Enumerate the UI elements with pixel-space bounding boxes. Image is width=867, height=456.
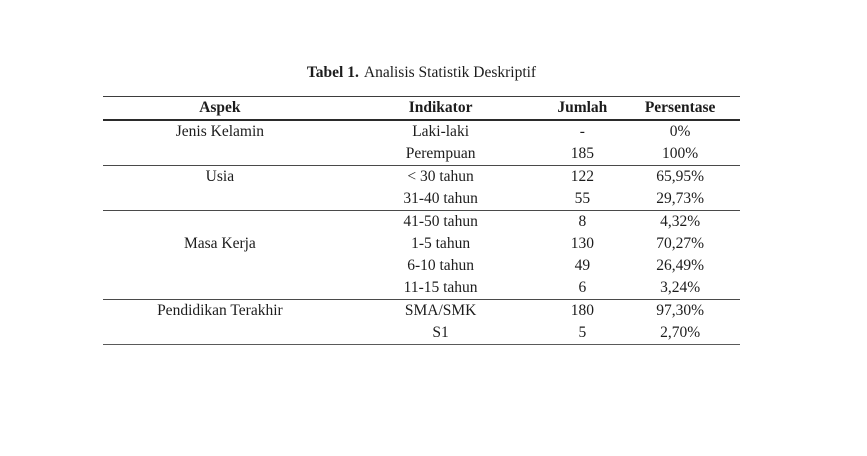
table-row [103, 211, 740, 234]
cell-indikator: < 30 tahun [407, 168, 474, 185]
cell-indikator: SMA/SMK [404, 302, 477, 319]
table-row [103, 120, 740, 143]
cell-persentase: 4,32% [660, 213, 701, 230]
cell-jumlah: 55 [574, 190, 591, 207]
cell-persentase: 100% [662, 145, 699, 162]
cell-aspek: Pendidikan Terakhir [157, 302, 283, 319]
cell-persentase: 3,24% [660, 279, 701, 296]
cell-persentase: 29,73% [656, 190, 704, 207]
cell-persentase: 97,30% [656, 302, 704, 319]
cell-indikator: 41-50 tahun [403, 213, 478, 230]
column-header-persentase: Persentase [644, 99, 716, 116]
cell-aspek: Usia [205, 168, 235, 185]
table-row [103, 143, 740, 166]
table-row [103, 188, 740, 211]
table-caption-label: Tabel 1. [306, 64, 359, 81]
cell-aspek [103, 322, 337, 345]
cell-jumlah: 130 [570, 235, 594, 252]
table-row [103, 300, 740, 323]
table-caption [103, 63, 740, 83]
cell-jumlah: 6 [578, 279, 587, 296]
cell-indikator: 11-15 tahun [403, 279, 478, 296]
cell-aspek [103, 255, 337, 277]
cell-aspek: Masa Kerja [183, 235, 256, 252]
table-row [103, 166, 740, 189]
cell-indikator: 6-10 tahun [407, 257, 474, 274]
cell-persentase: 0% [669, 123, 691, 140]
cell-jumlah: 49 [574, 257, 591, 274]
cell-persentase: 26,49% [656, 257, 704, 274]
column-header-jumlah: Jumlah [557, 99, 608, 116]
cell-jumlah: 180 [570, 302, 594, 319]
cell-aspek [103, 143, 337, 166]
cell-indikator: Laki-laki [412, 123, 469, 140]
cell-aspek [103, 211, 337, 234]
table-row [103, 277, 740, 300]
table-row [103, 233, 740, 255]
cell-jumlah: 185 [570, 145, 594, 162]
cell-persentase: 70,27% [656, 235, 704, 252]
column-header-indikator: Indikator [408, 99, 473, 116]
cell-indikator: 1-5 tahun [411, 235, 471, 252]
cell-persentase: 2,70% [660, 324, 701, 341]
table-row [103, 255, 740, 277]
descriptive-statistics-table [103, 96, 740, 345]
cell-jumlah: 122 [570, 168, 594, 185]
cell-jumlah: - [579, 123, 585, 140]
table-row [103, 322, 740, 345]
cell-indikator: Perempuan [405, 145, 476, 162]
header-row [103, 97, 740, 121]
cell-jumlah: 5 [578, 324, 587, 341]
cell-persentase: 65,95% [656, 168, 704, 185]
column-header-aspek: Aspek [199, 99, 241, 116]
table-caption-text: Analisis Statistik Deskriptif [363, 64, 537, 81]
cell-jumlah: 8 [578, 213, 587, 230]
cell-indikator: 31-40 tahun [403, 190, 478, 207]
cell-aspek: Jenis Kelamin [175, 123, 264, 140]
cell-aspek [103, 277, 337, 300]
cell-aspek [103, 188, 337, 211]
cell-indikator: S1 [432, 324, 449, 341]
